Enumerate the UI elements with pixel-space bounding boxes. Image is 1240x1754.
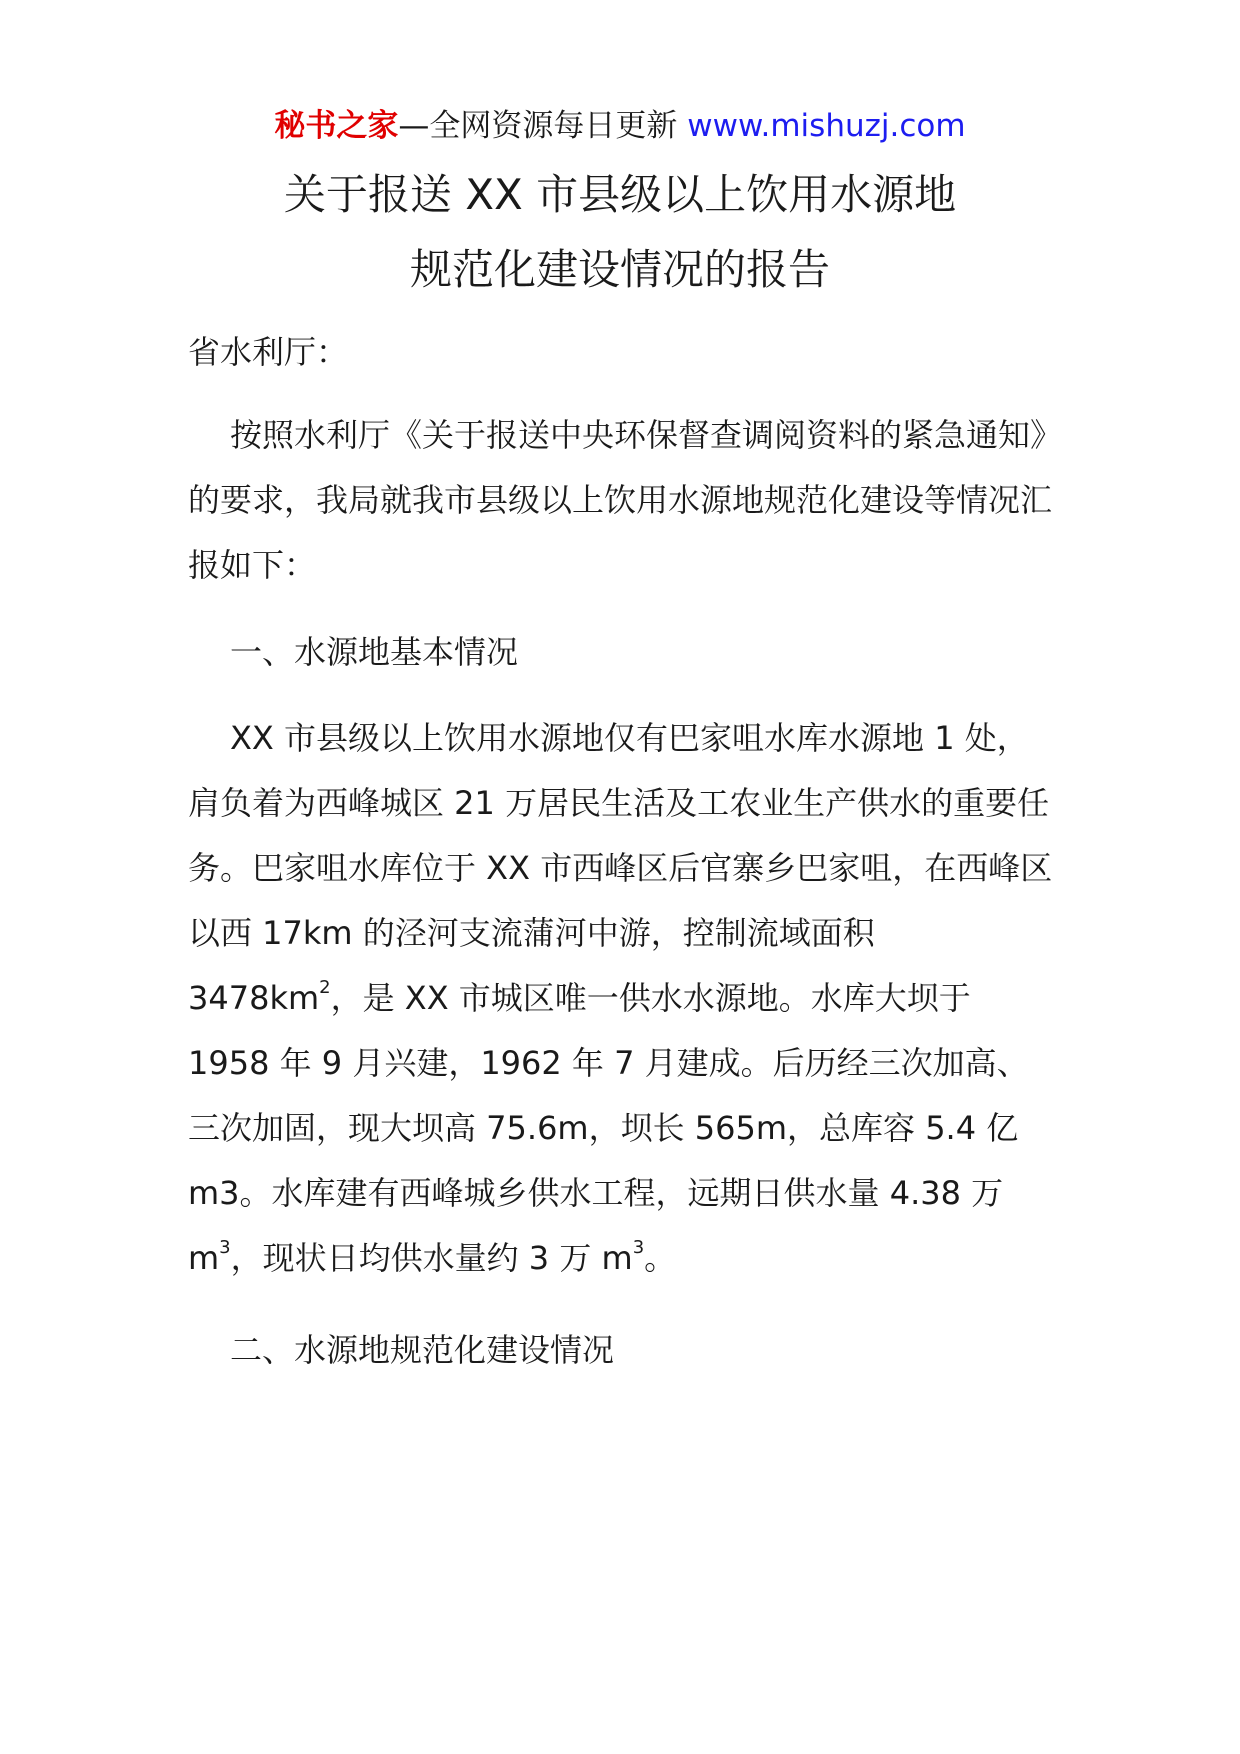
superscript-3b: 3 bbox=[632, 1237, 645, 1258]
site-header bbox=[0, 104, 1240, 148]
document-title-line-1: 关于报送 XX 市县级以上饮用水源地 bbox=[283, 170, 957, 219]
header-slogan: —全网资源每日更新 bbox=[398, 108, 678, 144]
superscript-3a: 3 bbox=[219, 1237, 231, 1258]
paragraph-intro: 按照水利厅《关于报送中央环保督查调阅资料的紧急通知》的要求，我局就我市县级以上饮用水源地规范化建设等情况汇报如下： bbox=[188, 416, 1053, 584]
paragraph-basic-info-part2: ，是 XX 市城区唯一供水水源地。水库大坝于 1958 年 9 月兴建，1962 年 7 月建成。后历经三次加高、三次加固，现大坝高 75.6m，坝长 565m，总库容 5.4 亿 m3。水库建有西峰城乡供水工程，远期日供水量 4.38 万 m bbox=[188, 979, 1029, 1277]
salutation: 省水利厅： bbox=[188, 333, 349, 371]
brand-name: 秘书之家 bbox=[274, 108, 399, 144]
section-heading-2: 二、水源地规范化建设情况 bbox=[230, 1331, 615, 1369]
section-heading-1: 一、水源地基本情况 bbox=[230, 633, 519, 671]
paragraph-basic-info bbox=[188, 706, 1058, 1291]
paragraph-basic-info-part4: 。 bbox=[644, 1239, 677, 1277]
superscript-2: 2 bbox=[319, 977, 331, 998]
paragraph-basic-info-part3: ，现状日均供水量约 3 万 m bbox=[230, 1239, 633, 1277]
site-url-link[interactable]: www.mishuzj.com bbox=[687, 108, 966, 144]
document-title-line-2: 规范化建设情况的报告 bbox=[409, 245, 830, 294]
paragraph-basic-info-part1: XX 市县级以上饮用水源地仅有巴家咀水库水源地 1 处，肩负着为西峰城区 21 万居民生活及工农业生产供水的重要任务。巴家咀水库位于 XX 市西峰区后官寨乡巴家咀，在西峰区以西 17km 的泾河支流蒲河中游，控制流域面积 3478km bbox=[188, 719, 1053, 1017]
